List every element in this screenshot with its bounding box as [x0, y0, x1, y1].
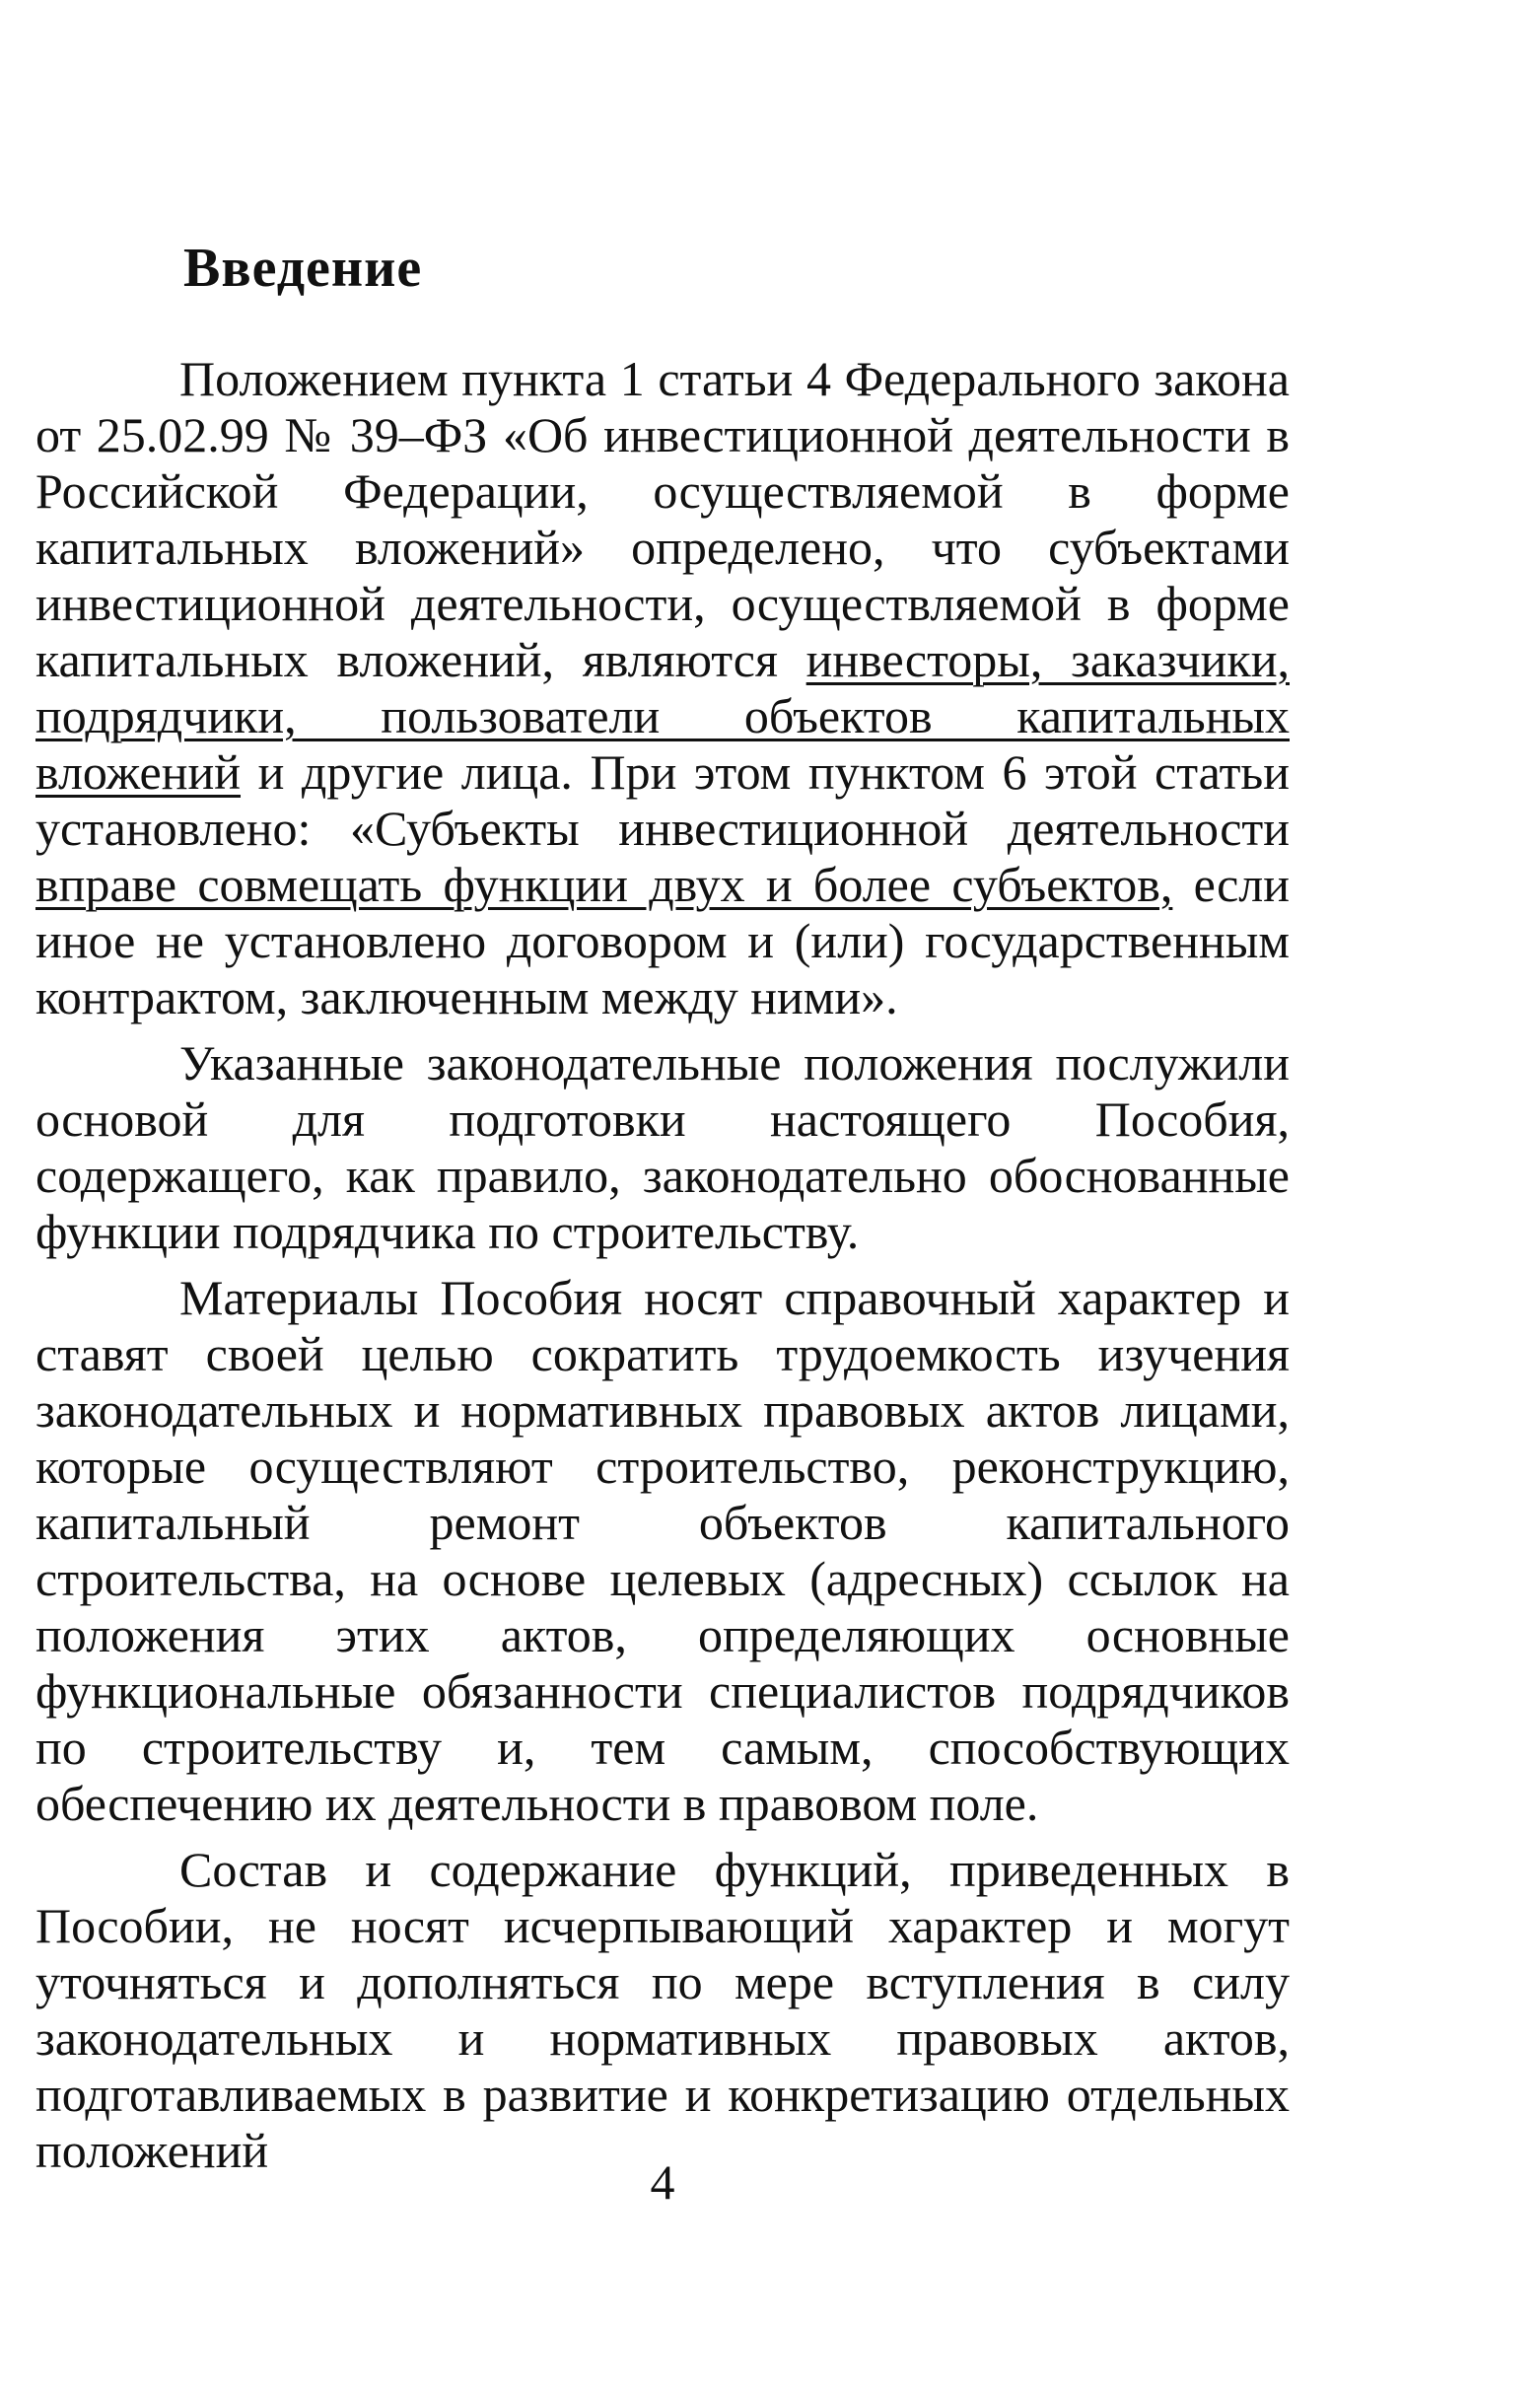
paragraph-4 [35, 1842, 1290, 2179]
paragraph-3 [35, 1270, 1290, 1832]
text-segment: если иное не установлено договором и (или) государственным контрактом, заключенным между ними». [35, 857, 1291, 1024]
text-segment: и другие лица. При этом пунктом 6 этой статьи установлено: «Субъекты инвестиционной деятельности [35, 744, 1290, 856]
underlined-text-segment: вправе совмещать функции двух и более субъектов, [35, 857, 1173, 912]
underlined-text-segment: инвесторы, заказчики, подрядчики, пользователи объектов капитальных вложений [35, 632, 1290, 800]
paragraph-2 [35, 1035, 1290, 1260]
text-segment: Указанные законодательные положения послужили основой для подготовки настоящего Пособия, содержащего, как правило, законодательно обоснованные функции подрядчика по строительству. [35, 1035, 1290, 1259]
text-segment: Материалы Пособия носят справочный характер и ставят своей целью сократить трудоемкость изучения законодательных и нормативных правовых актов лицами, которые осуществляют строительство, реконструкцию, капитальный ремонт объектов капитального строительства, на основе целевых (адресных) ссылок на положения этих актов, определяющих основные функциональные обязанности специалистов подрядчиков по строительству и, тем самым, способствующих обеспечению их деятельности в правовом поле. [35, 1270, 1290, 1831]
body-text [35, 351, 1290, 2189]
paragraph-1 [35, 351, 1290, 1025]
text-segment: Состав и содержание функций, приведенных в Пособии, не носят исчерпывающий характер и могут уточняться и дополняться по мере вступления в силу законодательных и нормативных правовых актов, подготавливаемых в развитие и конкретизацию отдельных положений [35, 1842, 1290, 2178]
page-number: 4 [650, 2154, 675, 2210]
text-segment: Положением пункта 1 статьи 4 Федерального закона от 25.02.99 № 39–ФЗ «Об инвестиционной деятельности в Российской Федерации, осуществляемой в форме капитальных вложений» определено, что субъектами инвестиционной деятельности, осуществляемой в форме капитальных вложений, являются [35, 351, 1290, 687]
page-title: Введение [183, 238, 423, 299]
